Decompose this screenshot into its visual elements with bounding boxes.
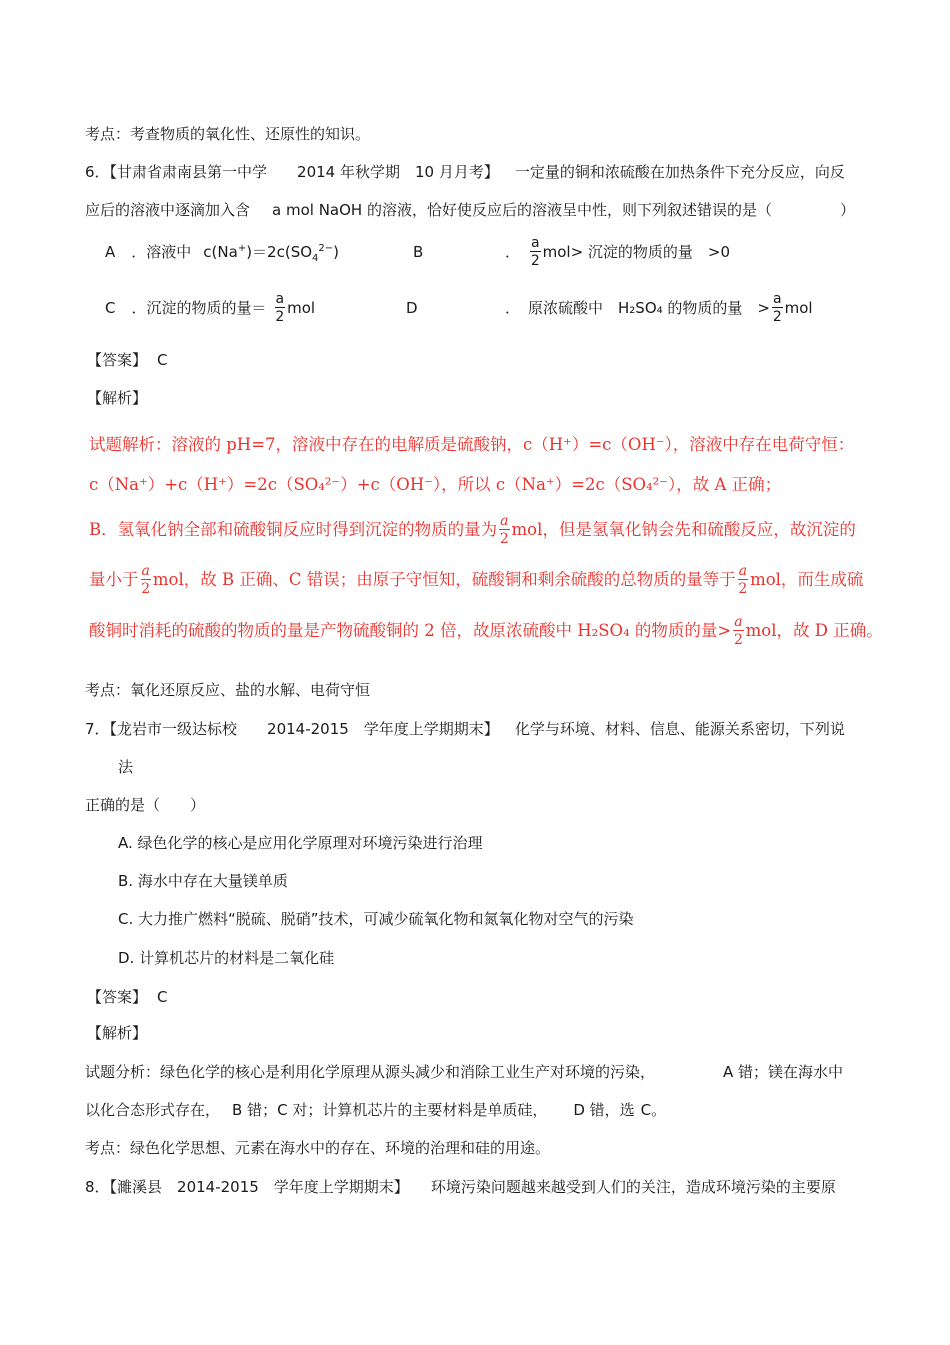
q6-option-d-letter: [406, 298, 418, 318]
subscript: 4: [312, 253, 319, 264]
superscript: 2−: [318, 243, 334, 254]
red-text: B．氢氧化钠全部和硫酸铜反应时得到沉淀的物质的量为: [89, 520, 498, 539]
q7-option-d: D. 计算机芯片的材料是二氧化硅: [118, 949, 335, 967]
q7-stem-line1: [85, 719, 845, 739]
q6-red-line4: [89, 560, 863, 600]
q7-number: 7．: [85, 720, 110, 738]
superscript: +: [237, 243, 247, 254]
red-text: mol，但是氢氧化钠会先和硫酸反应，故沉淀的: [511, 520, 856, 539]
q6-option-c: [105, 290, 315, 326]
formula-part: ): [333, 243, 340, 261]
fraction-a-over-2: [275, 292, 286, 324]
option-letter: B: [413, 243, 424, 261]
red-text: mol，故 B 正确、C 错误；由原子守恒知，硫酸铜和剩余硫酸的总物质的量等于: [152, 570, 736, 589]
analysis-text: D 错，选: [573, 1101, 635, 1119]
option-text: mol> 沉淀的物质的量 >0: [542, 243, 731, 261]
fraction-denominator: 2: [141, 581, 151, 597]
q7-stem-text1: 化学与环境、材料、信息、能源关系密切，下列说: [514, 720, 845, 738]
analysis-text: B 错；: [232, 1101, 278, 1119]
red-text: 酸铜时消耗的硫酸的物质的量是产物硫酸铜的 2 倍，故原浓硫酸中 H₂SO₄ 的物质的量>: [89, 621, 732, 640]
q7-option-c: C. 大力推广燃料“脱硫、脱硝”技术，可减少硫氧化物和氮氧化物对空气的污染: [118, 910, 634, 928]
q7-analysis-line1-tail: [723, 1062, 843, 1082]
q6-option-b-letter: [413, 242, 423, 262]
fraction-denominator: 2: [499, 531, 509, 547]
unit-text: mol: [287, 299, 316, 317]
q6-answer: [87, 350, 168, 370]
q7-point: 考点：绿色化学思想、元素在海水中的存在、环境的治理和硅的用途。: [85, 1139, 551, 1157]
answer-label: 【答案】: [87, 351, 148, 369]
fraction-numerator: a: [500, 513, 509, 529]
q6-option-b: [505, 234, 730, 270]
red-text: mol，而生成硫: [750, 570, 864, 589]
q7-answer: [87, 987, 168, 1007]
fraction-denominator: 2: [772, 309, 782, 325]
q6-option-a: [105, 242, 339, 262]
answer-value: C: [157, 351, 168, 369]
q7-option-a: A. 绿色化学的核心是应用化学原理对环境污染进行治理: [118, 834, 483, 852]
fraction-denominator: 2: [733, 632, 743, 648]
option-text: 原浓硫酸中 H₂SO₄ 的物质的量 >: [528, 299, 770, 317]
q6-stem-text2b: a mol NaOH 的溶液，恰好使反应后的溶液呈中性，则下列叙述错误的是（: [272, 201, 772, 219]
fraction-a-over-2: [772, 292, 783, 324]
q6-stem-line2: [85, 200, 855, 220]
fraction-numerator: a: [773, 291, 782, 307]
q8-stem-text1: 环境污染问题越来越受到人们的关注，造成环境污染的主要原: [430, 1178, 836, 1196]
fraction-a-over-2: [733, 615, 743, 647]
fraction-numerator: a: [738, 563, 748, 579]
q6-red-line1: 试题解析：溶液的 pH=7，溶液中存在的电解质是硫酸钠，c（H⁺）=c（OH⁻），溶液中存在电荷守恒：: [89, 435, 855, 454]
fraction-a-over-2: [141, 564, 151, 596]
fraction-numerator: a: [275, 291, 285, 307]
q6-analysis-label: 【解析】: [87, 389, 148, 407]
q6-source: 【甘肃省肃南县第一中学 2014 年秋学期 10 月月考】: [109, 163, 499, 181]
q6-point: 考点：氧化还原反应、盐的水解、电荷守恒: [85, 681, 371, 699]
option-dot: ．: [131, 299, 147, 317]
q8-source: 【濉溪县 2014-2015 学年度上学期期末】: [109, 1178, 409, 1196]
q8-stem-line1: [85, 1177, 836, 1197]
q6-red-line5: [89, 611, 883, 651]
fraction-numerator: a: [734, 614, 743, 630]
q6-stem-text1: 一定量的铜和浓硫酸在加热条件下充分反应，向反: [514, 163, 845, 181]
q7-option-b: B. 海水中存在大量镁单质: [118, 872, 288, 890]
option-text: 沉淀的物质的量＝: [146, 299, 267, 317]
option-letter: D: [406, 299, 418, 317]
fraction-denominator: 2: [738, 581, 748, 597]
unit-text: mol: [784, 299, 813, 317]
fraction-numerator: a: [531, 235, 540, 251]
fraction-denominator: 2: [275, 309, 285, 325]
q7-stem-line2: 法: [118, 758, 134, 776]
q6-stem-text2c: ）: [839, 201, 855, 219]
analysis-text: C 对；计算机芯片的主要材料是单质硅，: [277, 1101, 548, 1119]
q7-source: 【龙岩市一级达标校 2014-2015 学年度上学期期末】: [109, 720, 499, 738]
q5-point: 考点：考查物质的氧化性、还原性的知识。: [85, 125, 371, 143]
q8-number: 8．: [85, 1178, 110, 1196]
q7-analysis-line1: [85, 1062, 655, 1082]
fraction-a-over-2: [499, 514, 509, 546]
fraction-a-over-2: [738, 564, 748, 596]
fraction-numerator: a: [141, 563, 150, 579]
red-text: 量小于: [89, 570, 139, 589]
option-letter: C: [105, 299, 116, 317]
answer-value: C: [157, 988, 168, 1006]
option-dot: ．: [505, 299, 521, 317]
q6-option-d: [505, 290, 813, 326]
option-text: 溶液中: [146, 243, 192, 261]
q6-stem-line1: [85, 162, 845, 182]
answer-label: 【答案】: [87, 988, 148, 1006]
analysis-text: 试题分析：绿色化学的核心是利用化学原理从源头减少和消除工业生产对环境的污染，: [85, 1063, 656, 1081]
q7-analysis-line2: [85, 1100, 666, 1120]
formula-part: )＝2c(SO: [246, 243, 313, 261]
q6-number: 6．: [85, 163, 110, 181]
option-dot: ．: [131, 243, 147, 261]
q6-red-line3: [89, 510, 856, 550]
fraction-denominator: 2: [530, 253, 540, 269]
fraction-a-over-2: [530, 236, 541, 268]
red-text: mol，故 D 正确。: [745, 621, 883, 640]
option-letter: A: [105, 243, 116, 261]
analysis-text: C。: [640, 1101, 667, 1119]
analysis-text: A 错；镁在海水中: [723, 1063, 844, 1081]
analysis-text: 以化合态形式存在，: [85, 1101, 221, 1119]
option-dot: ．: [505, 243, 521, 261]
q6-stem-text2a: 应后的溶液中逐滴加入含: [85, 201, 251, 219]
formula-part: c(Na: [203, 243, 238, 261]
q7-stem-line3: 正确的是（ ）: [85, 796, 206, 814]
q6-red-line2: c（Na⁺）+c（H⁺）=2c（SO₄²⁻）+c（OH⁻），所以 c（Na⁺）=2c（SO₄²⁻），故 A 正确；: [89, 475, 782, 494]
q7-analysis-label: 【解析】: [87, 1024, 148, 1042]
